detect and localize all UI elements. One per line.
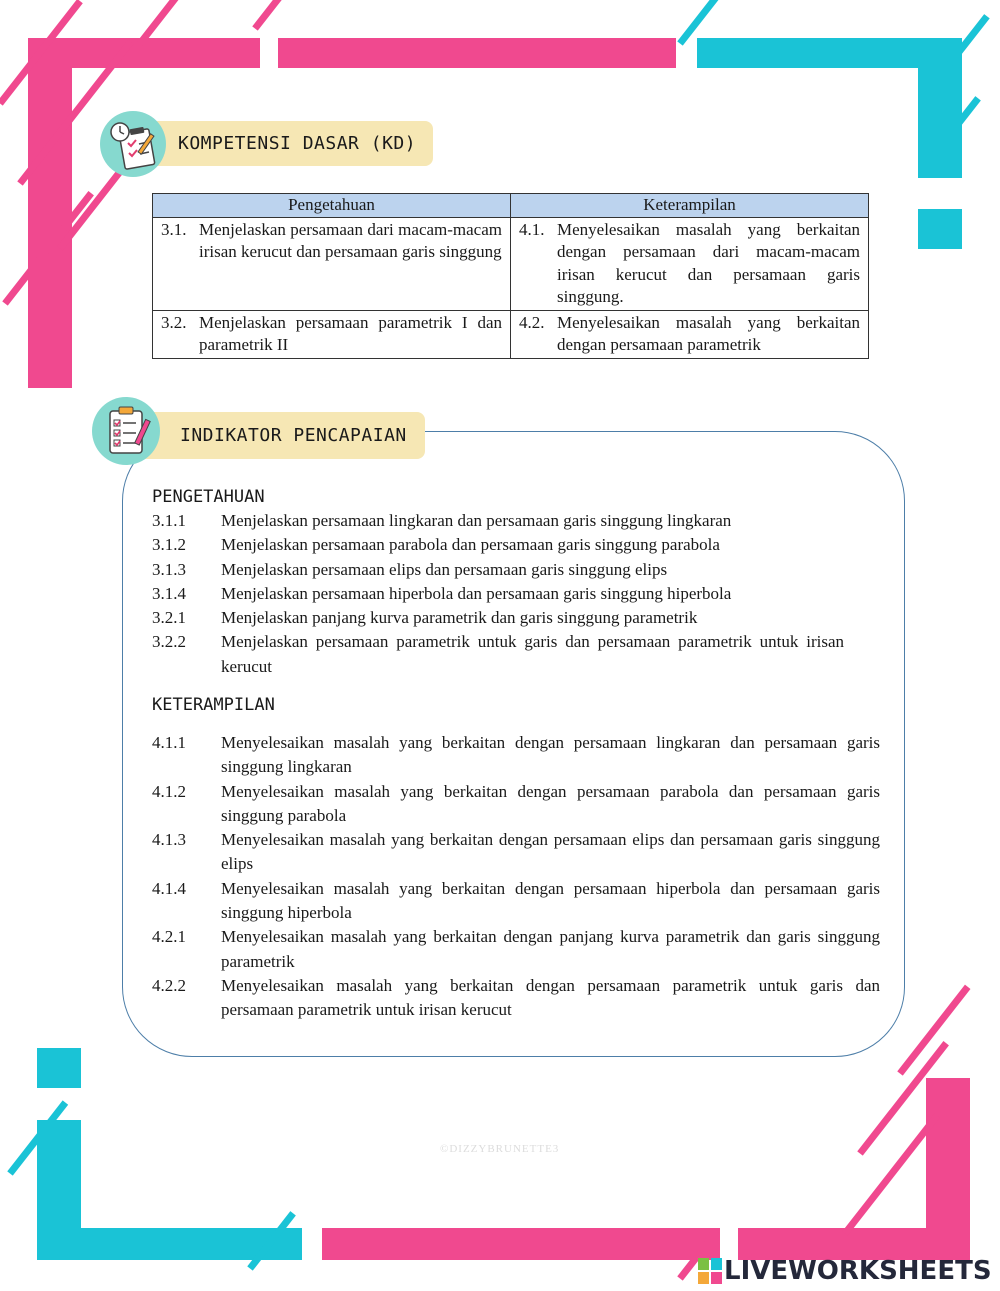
watermark: ©DIZZYBRUNETTE3 (440, 1143, 560, 1155)
indicator-number: 4.1.1 (152, 733, 186, 752)
list-item (152, 533, 880, 557)
indicator-number: 4.1.2 (152, 781, 186, 801)
indicator-number: 3.1.1 (152, 511, 186, 530)
indicator-text: Menyelesaikan masalah yang berkaitan dengan persamaan parabola dan persamaan garis singgung parabola (221, 781, 880, 825)
kd-item-text: Menyelesaikan masalah yang berkaitan dengan persamaan parametrik (557, 312, 860, 354)
list-item (152, 606, 880, 630)
kd-item-text: Menjelaskan persamaan dari macam-macam irisan kerucut dan persamaan garis singgung (199, 219, 502, 261)
indikator-title: INDIKATOR PENCAPAIAN (180, 425, 407, 446)
indicator-number: 4.2.1 (152, 927, 186, 947)
kd-item-number: 3.2. (161, 312, 187, 332)
frame-left-square (37, 1048, 81, 1088)
kd-icon-badge (100, 111, 166, 177)
pengetahuan-list (152, 509, 880, 679)
kd-table (152, 193, 869, 359)
list-item (152, 780, 880, 829)
indikator-header-pill (130, 412, 425, 459)
indicator-text: Menyelesaikan masalah yang berkaitan dengan persamaan parametrik untuk garis dan persamaan parametrik untuk irisan kerucut (221, 975, 880, 1020)
indicator-number: 3.1.4 (152, 583, 186, 603)
diagonal-stripe (252, 0, 294, 31)
liveworksheets-logo[interactable] (698, 1255, 992, 1287)
kd-table-header-row (153, 194, 869, 218)
indicator-text: Menjelaskan persamaan elips dan persamaan garis singgung elips (221, 559, 668, 579)
kd-item-number: 4.2. (519, 312, 545, 332)
frame-top-bar-mid (278, 38, 676, 68)
kd-col-keterampilan: Keterampilan (511, 194, 869, 218)
frame-right-bottom-bar (926, 1078, 970, 1260)
indicator-text: Menyelesaikan masalah yang berkaitan dengan persamaan lingkaran dan persamaan garis singgung lingkaran (221, 733, 880, 777)
frame-left-bar (28, 38, 72, 388)
clipboard-stopwatch-icon (100, 111, 166, 177)
pengetahuan-title: PENGETAHUAN (152, 487, 265, 507)
kd-col-pengetahuan: Pengetahuan (153, 194, 511, 218)
kd-cell (153, 310, 511, 358)
kd-item-number: 3.1. (161, 219, 187, 239)
kd-title: KOMPETENSI DASAR (KD) (178, 133, 417, 154)
list-item (152, 925, 880, 974)
list-item (152, 509, 880, 533)
indicator-number: 4.2.2 (152, 975, 186, 995)
indikator-icon-badge (92, 397, 160, 465)
indicator-text: Menyelesaikan masalah yang berkaitan dengan persamaan hiperbola dan persamaan garis singgung hiperbola (221, 878, 880, 923)
indicator-text: Menjelaskan persamaan lingkaran dan persamaan garis singgung lingkaran (221, 511, 732, 530)
indicator-text: Menjelaskan persamaan hiperbola dan persamaan garis singgung hiperbola (221, 583, 732, 603)
kd-item-number: 4.1. (519, 219, 545, 239)
indicator-text: Menyelesaikan masalah yang berkaitan dengan persamaan elips dan persamaan garis singgung elips (221, 830, 880, 874)
kd-cell (153, 217, 511, 310)
kd-item-text: Menyelesaikan masalah yang berkaitan dengan persamaan dari macam-macam irisan kerucut dan persamaan garis singgung. (557, 219, 860, 306)
indicator-number: 4.1.4 (152, 878, 186, 898)
indicator-text: Menjelaskan panjang kurva parametrik dan garis singgung parametrik (221, 608, 698, 628)
indicator-number: 3.1.2 (152, 535, 186, 555)
frame-right-square (918, 209, 962, 249)
indicator-number: 3.2.1 (152, 608, 186, 628)
indicator-number: 3.1.3 (152, 559, 186, 579)
logo-text: LIVEWORKSHEETS (724, 1256, 992, 1286)
list-item (152, 582, 880, 606)
indicator-text: Menjelaskan persamaan parametrik untuk garis dan persamaan parametrik untuk irisan kerucut (221, 632, 844, 676)
kd-cell (511, 310, 869, 358)
frame-bottom-bar-mid (322, 1228, 720, 1260)
list-item (152, 731, 880, 780)
table-row (153, 217, 869, 310)
list-item (152, 828, 880, 877)
keterampilan-list (152, 731, 880, 1023)
indicator-number: 4.1.3 (152, 830, 186, 850)
checklist-clipboard-icon (92, 397, 160, 465)
indicator-text: Menyelesaikan masalah yang berkaitan dengan panjang kurva parametrik dan garis singgung parametrik (221, 927, 880, 971)
table-row (153, 310, 869, 358)
liveworksheets-logo-icon (698, 1258, 722, 1284)
list-item (152, 558, 880, 582)
indicator-number: 3.2.2 (152, 632, 186, 652)
kd-item-text: Menjelaskan persamaan parametrik I dan parametrik II (199, 312, 502, 354)
list-item (152, 630, 880, 679)
keterampilan-title: KETERAMPILAN (152, 695, 275, 715)
list-item (152, 877, 880, 926)
kd-cell (511, 217, 869, 310)
indicator-text: Menjelaskan persamaan parabola dan persamaan garis singgung parabola (221, 535, 720, 555)
kd-header-pill (140, 121, 433, 166)
list-item (152, 974, 880, 1023)
